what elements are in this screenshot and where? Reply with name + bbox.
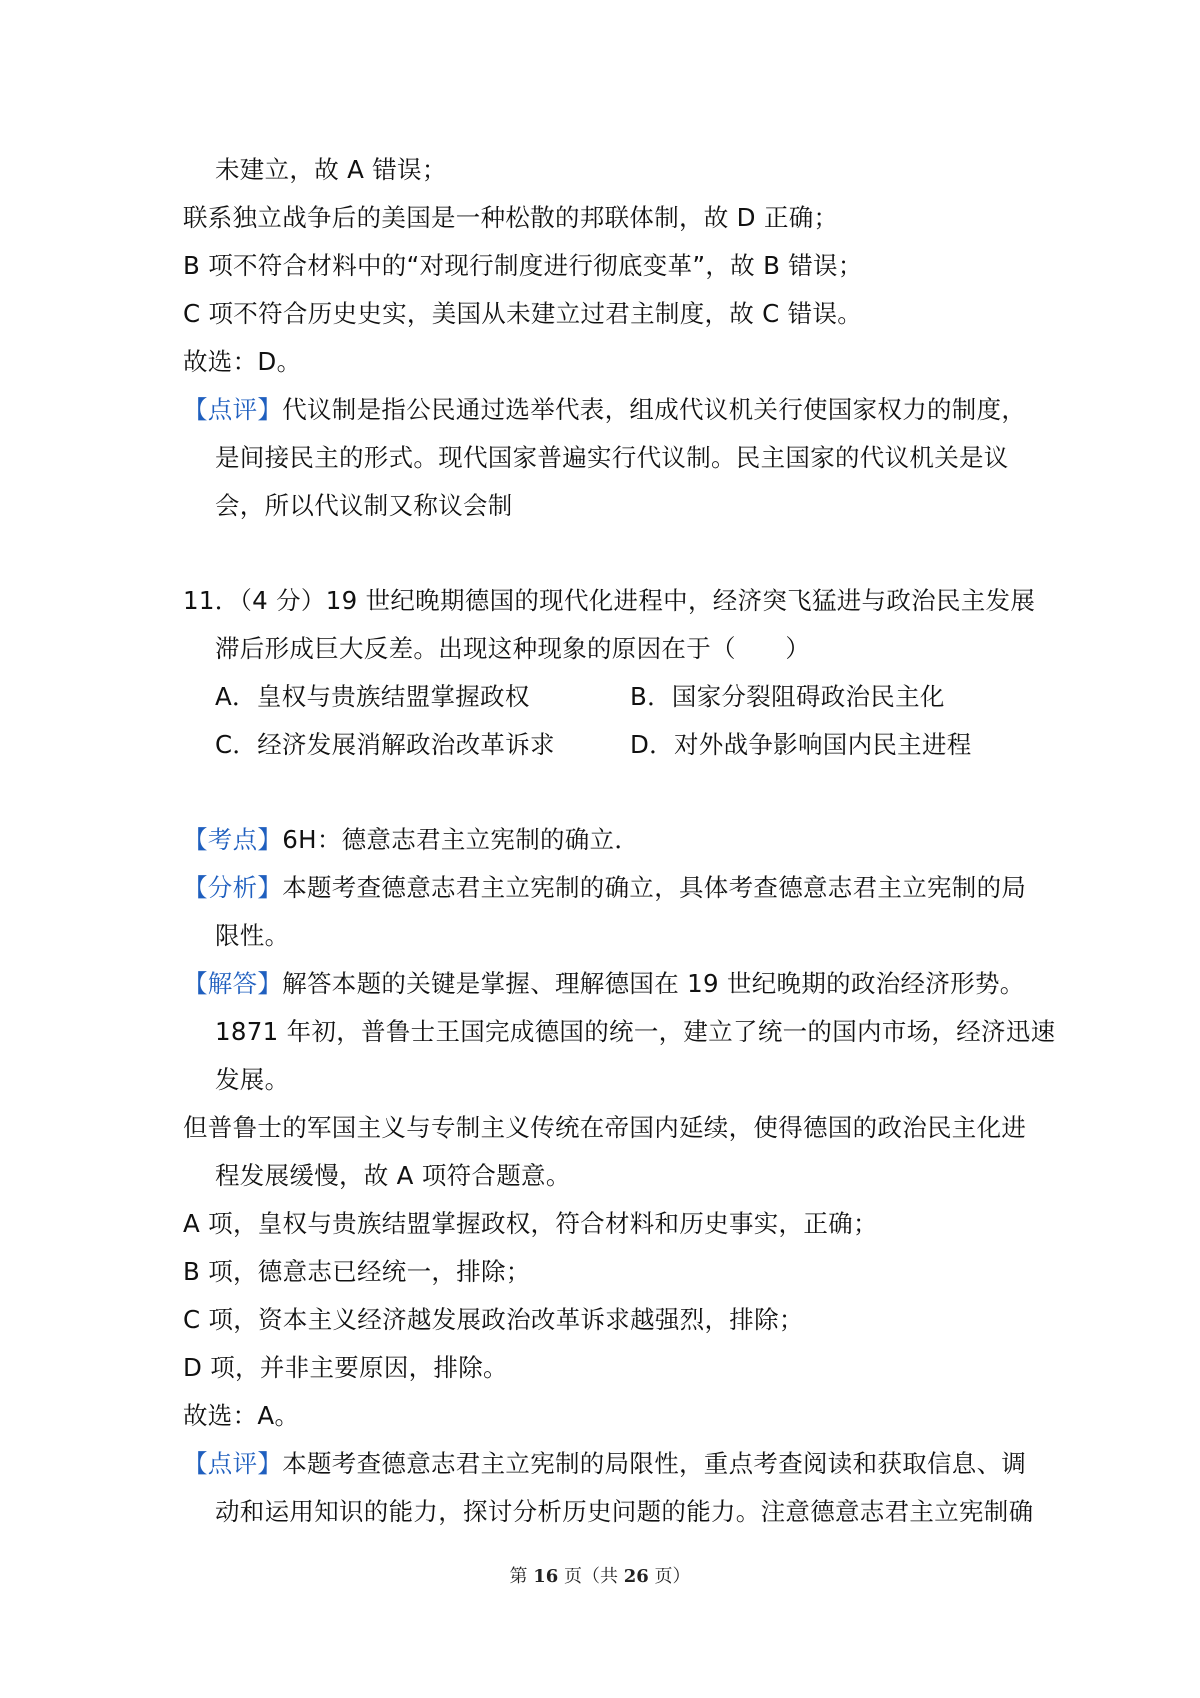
analysis-c: C 项，资本主义经济越发展政治改革诉求越强烈，排除； xyxy=(183,1305,804,1334)
kaodian-tag: 【考点】 xyxy=(183,825,283,854)
fenxi-line-2: 限性。 xyxy=(215,921,290,950)
footer-page-number: 16 xyxy=(533,1566,559,1587)
analysis-b: B 项，德意志已经统一，排除； xyxy=(183,1257,531,1286)
analysis-a: A 项，皇权与贵族结盟掌握政权，符合材料和历史事实，正确； xyxy=(183,1209,878,1238)
jieda-tag: 【解答】 xyxy=(183,969,283,998)
prev-answer-choice: 故选：D。 xyxy=(183,347,302,376)
fenxi-line-1: 本题考查德意志君主立宪制的确立，具体考查德意志君主立宪制的局 xyxy=(282,873,1027,902)
jieda-line-2: 1871 年初，普鲁士王国完成德国的统一，建立了统一的国内市场，经济迅速 xyxy=(215,1017,1056,1046)
dianping-tag: 【点评】 xyxy=(183,1449,283,1478)
prev-line-2: 联系独立战争后的美国是一种松散的邦联体制，故 D 正确； xyxy=(183,203,839,232)
fenxi xyxy=(183,873,1026,903)
dianping xyxy=(183,1449,1026,1479)
footer-total-pages: 26 xyxy=(623,1566,649,1587)
jieda-line-3: 发展。 xyxy=(215,1065,290,1094)
analysis-d: D 项，并非主要原因，排除。 xyxy=(183,1353,508,1382)
prev-line-1: 未建立，故 A 错误； xyxy=(215,155,447,184)
comment-line-1: 代议制是指公民通过选举代表，组成代议机关行使国家权力的制度， xyxy=(282,395,1027,424)
dianping-line-1: 本题考查德意志君主立宪制的局限性，重点考查阅读和获取信息、调 xyxy=(282,1449,1027,1478)
answer-choice: 故选：A。 xyxy=(183,1401,300,1430)
dianping-line-2: 动和运用知识的能力，探讨分析历史问题的能力。注意德意志君主立宪制确 xyxy=(215,1497,1034,1526)
option-b: B．国家分裂阻碍政治民主化 xyxy=(630,682,945,711)
kaodian-text: 6H：德意志君主立宪制的确立． xyxy=(282,825,640,854)
option-a: A．皇权与贵族结盟掌握政权 xyxy=(215,682,530,711)
page-footer xyxy=(0,1562,1200,1588)
prev-line-3: B 项不符合材料中的“对现行制度进行彻底变革”，故 B 错误； xyxy=(183,251,863,280)
jieda-line-1: 解答本题的关键是掌握、理解德国在 19 世纪晚期的政治经济形势。 xyxy=(282,969,1025,998)
paragraph-line-1: 但普鲁士的军国主义与专制主义传统在帝国内延续，使得德国的政治民主化进 xyxy=(183,1113,1027,1142)
option-c: C．经济发展消解政治改革诉求 xyxy=(215,730,555,759)
comment-tag: 【点评】 xyxy=(183,395,283,424)
jieda xyxy=(183,969,1025,999)
option-d: D．对外战争影响国内民主进程 xyxy=(630,730,972,759)
paragraph-line-2: 程发展缓慢，故 A 项符合题意。 xyxy=(215,1161,571,1190)
question-stem-line-1: 11．（4 分）19 世纪晚期德国的现代化进程中，经济突飞猛进与政治民主发展 xyxy=(183,586,1036,615)
footer-pre: 第 xyxy=(509,1566,528,1587)
kaodian xyxy=(183,825,639,855)
prev-line-4: C 项不符合历史史实，美国从未建立过君主制度，故 C 错误。 xyxy=(183,299,863,328)
fenxi-tag: 【分析】 xyxy=(183,873,283,902)
comment-line-2: 是间接民主的形式。现代国家普遍实行代议制。民主国家的代议机关是议 xyxy=(215,443,1009,472)
comment-line-3: 会，所以代议制又称议会制 xyxy=(215,491,513,520)
question-stem-line-2: 滞后形成巨大反差。出现这种现象的原因在于（ ） xyxy=(215,634,811,663)
footer-post: 页） xyxy=(654,1566,691,1587)
footer-mid: 页（共 xyxy=(564,1566,618,1587)
prev-comment xyxy=(183,395,1026,425)
